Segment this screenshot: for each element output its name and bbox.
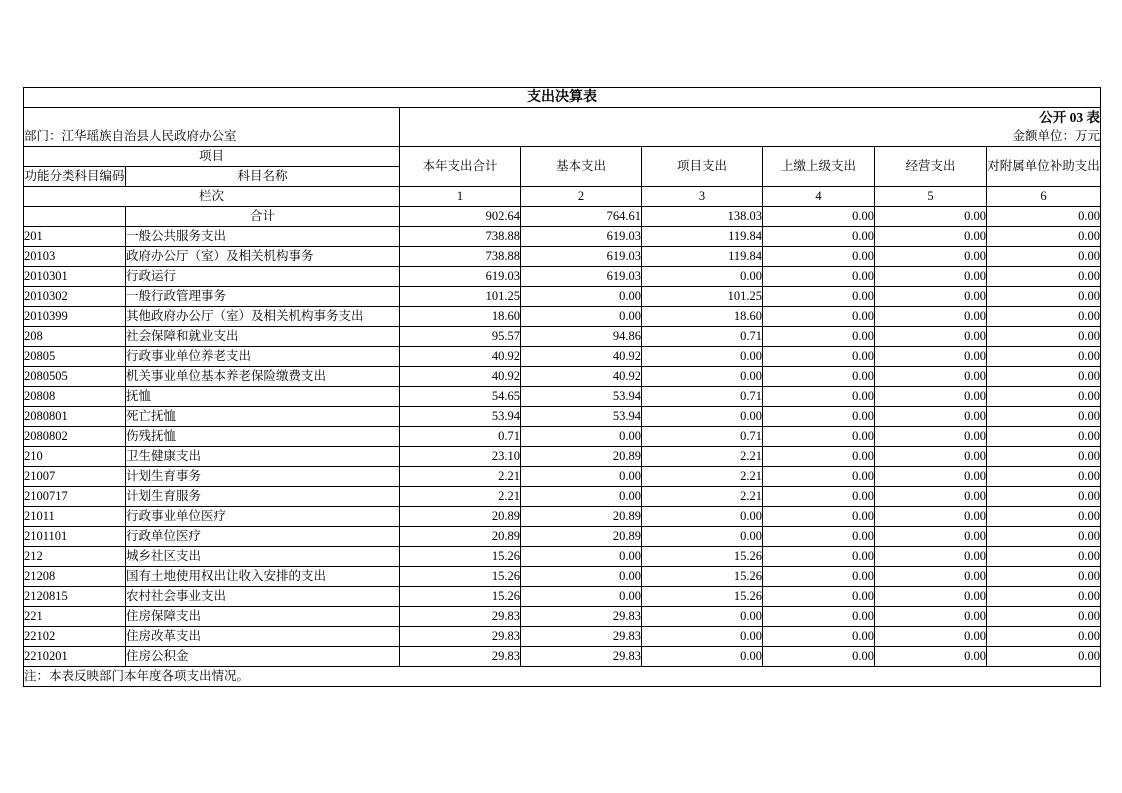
cell-value-3: 0.00 xyxy=(642,527,763,547)
cell-value-3: 0.00 xyxy=(642,647,763,667)
cell-subject-name: 合计 xyxy=(126,207,400,227)
header-subsidy: 对附属单位补助支出 xyxy=(987,147,1101,187)
cell-subject-name: 死亡抚恤 xyxy=(126,407,400,427)
cell-value-1: 29.83 xyxy=(400,607,521,627)
cell-value-2: 40.92 xyxy=(521,347,642,367)
cell-subject-name: 计划生育事务 xyxy=(126,467,400,487)
cell-value-4: 0.00 xyxy=(763,587,875,607)
title-row xyxy=(24,88,1101,108)
cell-value-4: 0.00 xyxy=(763,347,875,367)
cell-code: 208 xyxy=(24,327,126,347)
spacer-left xyxy=(24,108,400,128)
cell-value-2: 94.86 xyxy=(521,327,642,347)
table-row xyxy=(24,367,1101,387)
expenditure-table xyxy=(23,87,1101,687)
cell-value-2: 0.00 xyxy=(521,467,642,487)
header-operating: 经营支出 xyxy=(875,147,987,187)
cell-value-2: 29.83 xyxy=(521,647,642,667)
cell-value-5: 0.00 xyxy=(875,607,987,627)
cell-value-3: 2.21 xyxy=(642,467,763,487)
item-group-header: 项目 xyxy=(24,147,400,167)
header-code: 功能分类科目编码 xyxy=(24,167,126,187)
cell-value-4: 0.00 xyxy=(763,207,875,227)
cell-value-3: 0.00 xyxy=(642,627,763,647)
cell-code: 210 xyxy=(24,447,126,467)
cell-value-5: 0.00 xyxy=(875,447,987,467)
department-label: 部门：江华瑶族自治县人民政府办公室 xyxy=(24,127,400,147)
table-row xyxy=(24,307,1101,327)
table-row xyxy=(24,287,1101,307)
department-row xyxy=(24,127,1101,147)
cell-code: 2010302 xyxy=(24,287,126,307)
cell-value-2: 20.89 xyxy=(521,507,642,527)
cell-subject-name: 住房改革支出 xyxy=(126,627,400,647)
column-index-6: 6 xyxy=(987,187,1101,207)
table-row xyxy=(24,607,1101,627)
cell-value-6: 0.00 xyxy=(987,587,1101,607)
cell-value-3: 119.84 xyxy=(642,247,763,267)
table-row xyxy=(24,487,1101,507)
cell-value-4: 0.00 xyxy=(763,407,875,427)
cell-value-5: 0.00 xyxy=(875,407,987,427)
cell-value-2: 0.00 xyxy=(521,427,642,447)
cell-value-1: 2.21 xyxy=(400,467,521,487)
cell-value-6: 0.00 xyxy=(987,347,1101,367)
cell-value-1: 101.25 xyxy=(400,287,521,307)
cell-code: 2010301 xyxy=(24,267,126,287)
cell-value-2: 0.00 xyxy=(521,487,642,507)
cell-value-4: 0.00 xyxy=(763,467,875,487)
cell-value-4: 0.00 xyxy=(763,327,875,347)
cell-value-1: 95.57 xyxy=(400,327,521,347)
cell-value-3: 138.03 xyxy=(642,207,763,227)
header-row-1 xyxy=(24,147,1101,167)
table-row xyxy=(24,467,1101,487)
cell-value-6: 0.00 xyxy=(987,267,1101,287)
cell-subject-name: 机关事业单位基本养老保险缴费支出 xyxy=(126,367,400,387)
cell-value-2: 0.00 xyxy=(521,587,642,607)
cell-value-6: 0.00 xyxy=(987,547,1101,567)
cell-value-1: 619.03 xyxy=(400,267,521,287)
cell-subject-name: 政府办公厅（室）及相关机构事务 xyxy=(126,247,400,267)
cell-value-3: 0.00 xyxy=(642,347,763,367)
cell-value-2: 53.94 xyxy=(521,387,642,407)
cell-value-6: 0.00 xyxy=(987,227,1101,247)
public-row xyxy=(24,108,1101,128)
cell-value-3: 15.26 xyxy=(642,547,763,567)
cell-code: 2080505 xyxy=(24,367,126,387)
cell-value-4: 0.00 xyxy=(763,607,875,627)
cell-subject-name: 农村社会事业支出 xyxy=(126,587,400,607)
cell-value-4: 0.00 xyxy=(763,387,875,407)
cell-value-2: 0.00 xyxy=(521,287,642,307)
cell-value-3: 0.00 xyxy=(642,407,763,427)
cell-value-2: 0.00 xyxy=(521,567,642,587)
table-row xyxy=(24,207,1101,227)
cell-code: 20808 xyxy=(24,387,126,407)
cell-value-5: 0.00 xyxy=(875,367,987,387)
cell-value-1: 29.83 xyxy=(400,627,521,647)
cell-value-4: 0.00 xyxy=(763,527,875,547)
table-row xyxy=(24,647,1101,667)
cell-code: 212 xyxy=(24,547,126,567)
cell-value-4: 0.00 xyxy=(763,267,875,287)
cell-value-4: 0.00 xyxy=(763,647,875,667)
cell-value-4: 0.00 xyxy=(763,567,875,587)
cell-code: 20805 xyxy=(24,347,126,367)
cell-value-4: 0.00 xyxy=(763,507,875,527)
cell-value-1: 20.89 xyxy=(400,507,521,527)
cell-value-6: 0.00 xyxy=(987,367,1101,387)
cell-value-2: 20.89 xyxy=(521,447,642,467)
cell-value-5: 0.00 xyxy=(875,487,987,507)
cell-value-3: 0.00 xyxy=(642,607,763,627)
cell-value-3: 15.26 xyxy=(642,587,763,607)
header-basic: 基本支出 xyxy=(521,147,642,187)
cell-code: 2120815 xyxy=(24,587,126,607)
cell-code: 21011 xyxy=(24,507,126,527)
header-project: 项目支出 xyxy=(642,147,763,187)
note-row xyxy=(24,667,1101,687)
cell-value-4: 0.00 xyxy=(763,627,875,647)
cell-subject-name: 住房保障支出 xyxy=(126,607,400,627)
cell-value-5: 0.00 xyxy=(875,387,987,407)
cell-code: 2080801 xyxy=(24,407,126,427)
cell-value-4: 0.00 xyxy=(763,247,875,267)
table-row xyxy=(24,507,1101,527)
cell-code: 221 xyxy=(24,607,126,627)
cell-value-2: 0.00 xyxy=(521,307,642,327)
cell-code: 21208 xyxy=(24,567,126,587)
cell-value-1: 738.88 xyxy=(400,247,521,267)
column-index-4: 4 xyxy=(763,187,875,207)
cell-value-4: 0.00 xyxy=(763,547,875,567)
cell-value-6: 0.00 xyxy=(987,407,1101,427)
cell-value-2: 20.89 xyxy=(521,527,642,547)
cell-value-5: 0.00 xyxy=(875,427,987,447)
cell-value-4: 0.00 xyxy=(763,227,875,247)
cell-value-2: 29.83 xyxy=(521,607,642,627)
cell-value-4: 0.00 xyxy=(763,367,875,387)
cell-value-1: 54.65 xyxy=(400,387,521,407)
cell-value-5: 0.00 xyxy=(875,327,987,347)
table-row xyxy=(24,427,1101,447)
cell-value-5: 0.00 xyxy=(875,507,987,527)
cell-value-2: 764.61 xyxy=(521,207,642,227)
cell-value-5: 0.00 xyxy=(875,307,987,327)
cell-value-1: 0.71 xyxy=(400,427,521,447)
table-row xyxy=(24,527,1101,547)
cell-value-3: 15.26 xyxy=(642,567,763,587)
cell-value-5: 0.00 xyxy=(875,587,987,607)
cell-code: 2101101 xyxy=(24,527,126,547)
cell-value-5: 0.00 xyxy=(875,567,987,587)
cell-value-1: 23.10 xyxy=(400,447,521,467)
cell-value-2: 29.83 xyxy=(521,627,642,647)
cell-value-4: 0.00 xyxy=(763,487,875,507)
cell-value-5: 0.00 xyxy=(875,627,987,647)
cell-subject-name: 计划生育服务 xyxy=(126,487,400,507)
table-row xyxy=(24,627,1101,647)
table-row xyxy=(24,267,1101,287)
cell-value-3: 0.00 xyxy=(642,507,763,527)
cell-value-3: 18.60 xyxy=(642,307,763,327)
cell-value-4: 0.00 xyxy=(763,427,875,447)
cell-value-6: 0.00 xyxy=(987,247,1101,267)
cell-value-6: 0.00 xyxy=(987,607,1101,627)
cell-code: 201 xyxy=(24,227,126,247)
cell-value-5: 0.00 xyxy=(875,267,987,287)
header-upper: 上缴上级支出 xyxy=(763,147,875,187)
cell-value-5: 0.00 xyxy=(875,227,987,247)
table-row xyxy=(24,347,1101,367)
cell-value-6: 0.00 xyxy=(987,447,1101,467)
table-row xyxy=(24,407,1101,427)
cell-code: 20103 xyxy=(24,247,126,267)
cell-value-1: 902.64 xyxy=(400,207,521,227)
expenditure-final-account-sheet xyxy=(23,87,1100,687)
cell-subject-name: 一般公共服务支出 xyxy=(126,227,400,247)
cell-value-6: 0.00 xyxy=(987,467,1101,487)
cell-subject-name: 行政事业单位养老支出 xyxy=(126,347,400,367)
cell-value-3: 2.21 xyxy=(642,447,763,467)
table-row xyxy=(24,587,1101,607)
cell-value-6: 0.00 xyxy=(987,427,1101,447)
cell-code xyxy=(24,207,126,227)
cell-value-1: 15.26 xyxy=(400,567,521,587)
column-index-label: 栏次 xyxy=(24,187,400,207)
cell-code: 2080802 xyxy=(24,427,126,447)
cell-subject-name: 国有土地使用权出让收入安排的支出 xyxy=(126,567,400,587)
cell-value-3: 0.71 xyxy=(642,427,763,447)
cell-value-5: 0.00 xyxy=(875,467,987,487)
cell-subject-name: 城乡社区支出 xyxy=(126,547,400,567)
cell-value-6: 0.00 xyxy=(987,647,1101,667)
cell-value-6: 0.00 xyxy=(987,527,1101,547)
cell-value-2: 0.00 xyxy=(521,547,642,567)
cell-value-1: 40.92 xyxy=(400,347,521,367)
unit-label: 金额单位：万元 xyxy=(400,127,1101,147)
cell-value-4: 0.00 xyxy=(763,447,875,467)
table-row xyxy=(24,567,1101,587)
cell-subject-name: 行政事业单位医疗 xyxy=(126,507,400,527)
cell-value-3: 101.25 xyxy=(642,287,763,307)
cell-value-5: 0.00 xyxy=(875,527,987,547)
cell-value-3: 2.21 xyxy=(642,487,763,507)
cell-value-5: 0.00 xyxy=(875,247,987,267)
cell-subject-name: 卫生健康支出 xyxy=(126,447,400,467)
cell-value-2: 619.03 xyxy=(521,267,642,287)
cell-value-6: 0.00 xyxy=(987,567,1101,587)
cell-value-6: 0.00 xyxy=(987,207,1101,227)
cell-value-2: 53.94 xyxy=(521,407,642,427)
cell-value-6: 0.00 xyxy=(987,487,1101,507)
cell-value-6: 0.00 xyxy=(987,287,1101,307)
cell-code: 22102 xyxy=(24,627,126,647)
cell-value-1: 2.21 xyxy=(400,487,521,507)
cell-value-6: 0.00 xyxy=(987,627,1101,647)
cell-value-6: 0.00 xyxy=(987,507,1101,527)
header-total: 本年支出合计 xyxy=(400,147,521,187)
cell-value-3: 0.00 xyxy=(642,267,763,287)
cell-value-1: 40.92 xyxy=(400,367,521,387)
cell-value-1: 738.88 xyxy=(400,227,521,247)
cell-value-2: 40.92 xyxy=(521,367,642,387)
cell-value-5: 0.00 xyxy=(875,547,987,567)
column-index-1: 1 xyxy=(400,187,521,207)
document-title: 支出决算表 xyxy=(24,88,1101,108)
cell-value-4: 0.00 xyxy=(763,287,875,307)
header-name: 科目名称 xyxy=(126,167,400,187)
cell-value-3: 0.71 xyxy=(642,327,763,347)
cell-code: 21007 xyxy=(24,467,126,487)
cell-value-3: 119.84 xyxy=(642,227,763,247)
table-row xyxy=(24,327,1101,347)
cell-value-1: 18.60 xyxy=(400,307,521,327)
cell-subject-name: 行政运行 xyxy=(126,267,400,287)
cell-value-1: 15.26 xyxy=(400,587,521,607)
table-note: 注：本表反映部门本年度各项支出情况。 xyxy=(24,667,1101,687)
cell-value-5: 0.00 xyxy=(875,347,987,367)
cell-value-6: 0.00 xyxy=(987,307,1101,327)
column-index-3: 3 xyxy=(642,187,763,207)
cell-value-4: 0.00 xyxy=(763,307,875,327)
cell-subject-name: 其他政府办公厅（室）及相关机构事务支出 xyxy=(126,307,400,327)
table-body xyxy=(24,207,1101,667)
cell-value-5: 0.00 xyxy=(875,647,987,667)
cell-subject-name: 抚恤 xyxy=(126,387,400,407)
table-row xyxy=(24,247,1101,267)
cell-value-6: 0.00 xyxy=(987,387,1101,407)
cell-subject-name: 一般行政管理事务 xyxy=(126,287,400,307)
cell-code: 2210201 xyxy=(24,647,126,667)
cell-value-1: 29.83 xyxy=(400,647,521,667)
public-label: 公开 03 表 xyxy=(400,108,1101,128)
cell-value-2: 619.03 xyxy=(521,227,642,247)
cell-value-3: 0.71 xyxy=(642,387,763,407)
table-row xyxy=(24,387,1101,407)
cell-value-6: 0.00 xyxy=(987,327,1101,347)
cell-value-1: 15.26 xyxy=(400,547,521,567)
cell-value-1: 53.94 xyxy=(400,407,521,427)
column-index-5: 5 xyxy=(875,187,987,207)
column-index-row xyxy=(24,187,1101,207)
cell-subject-name: 住房公积金 xyxy=(126,647,400,667)
cell-code: 2100717 xyxy=(24,487,126,507)
cell-subject-name: 社会保障和就业支出 xyxy=(126,327,400,347)
cell-value-5: 0.00 xyxy=(875,207,987,227)
table-row xyxy=(24,227,1101,247)
cell-value-3: 0.00 xyxy=(642,367,763,387)
cell-value-2: 619.03 xyxy=(521,247,642,267)
cell-subject-name: 行政单位医疗 xyxy=(126,527,400,547)
table-row xyxy=(24,447,1101,467)
cell-value-1: 20.89 xyxy=(400,527,521,547)
cell-value-5: 0.00 xyxy=(875,287,987,307)
cell-code: 2010399 xyxy=(24,307,126,327)
column-index-2: 2 xyxy=(521,187,642,207)
table-row xyxy=(24,547,1101,567)
cell-subject-name: 伤残抚恤 xyxy=(126,427,400,447)
